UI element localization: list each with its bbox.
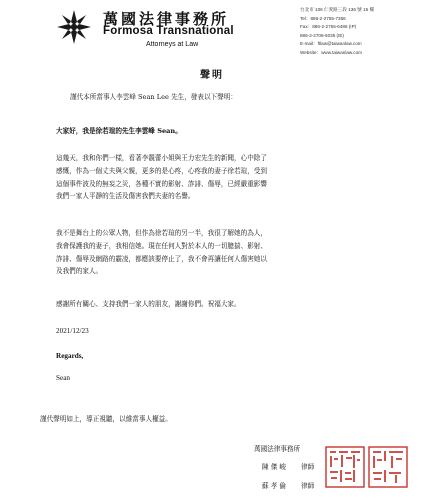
paragraph-2-line: 我不是舞台上的公眾人物，但作為徐若瑄的另一半，我很了解她的為人， [56, 229, 267, 237]
lawyer-1-title: 律師 [301, 463, 315, 471]
paragraph-1-line: 這個事件波及的無妄之災，各種不實的影射、詐誹、傷辱，已經嚴重影響 [56, 179, 267, 188]
paragraph-1-line: 這幾天，我和你們一樣，看著李靚蕾小姐與王力宏先生的新聞，心中除了 [56, 154, 267, 162]
signature-firm: 萬國法律事務所 [254, 445, 301, 453]
lawyer-1-name: 陳 傑 峻 [262, 463, 286, 471]
contact-fax-ip: Fax：886-2-2755-6486 (IP) [300, 24, 357, 30]
document-title: 聲明 [200, 70, 224, 81]
paragraph-2 [56, 227, 267, 278]
lawyer-seals [325, 445, 409, 489]
firm-logo [56, 9, 92, 45]
lawyer-2-name: 蘇 孝 倫 [262, 482, 286, 490]
paragraph-1-line: 我們一家人平靜的生活及傷害我們夫妻的名譽。 [56, 192, 195, 201]
contact-email: E-mail：ftlaw@taiwanlaw.com [300, 41, 362, 47]
intro-line: 謹代本所當事人李雲峰 Sean Lee 先生，發表以下聲明： [70, 93, 237, 101]
closing-regards: Regards, [56, 352, 84, 360]
paragraph-2-line: 我會保護我的妻子，我相信她。現在任何人對於本人的一切臆揣、影射、 [56, 241, 267, 250]
paragraph-2-line: 及我們的家人。 [56, 267, 103, 276]
thanks-line: 感謝所有關心、支持我們一家人的朋友，謝謝你們。祝福大家。 [56, 300, 241, 308]
contact-tel: Tel：886-2-2755-7366 [300, 15, 346, 21]
contact-website: Website：www.taiwanlaw.com [300, 49, 362, 55]
statement-date: 2021/12/23 [56, 327, 89, 335]
contact-fax-ie: 886-2-2708-6035 (IE) [300, 32, 344, 38]
contact-address: 台北市 106 仁愛路三段 136 號 15 樓 [300, 7, 375, 12]
paragraph-1-line: 感慨，作為一個丈夫與父親，更多的是心疼，心疼我的妻子徐若瑄，受到 [56, 166, 267, 175]
paragraph-1 [56, 152, 267, 203]
contact-info [300, 6, 422, 58]
firm-name-english: Formosa Transnational [103, 25, 234, 37]
lawyer-2-title: 律師 [301, 482, 315, 490]
paragraph-2-line: 詐誹、傷辱及網路的霸凌，都應該要停止了，我不會再讓任何人傷害她以 [56, 254, 267, 263]
firm-subtitle: Attorneys at Law [146, 41, 199, 48]
footer-statement: 謹代聲明如上，導正視聽，以維當事人權益。 [40, 415, 172, 423]
firm-name-chinese: 萬國法律事務所 [103, 10, 230, 28]
signer-name: Sean [56, 374, 70, 382]
greeting-line: 大家好，我是徐若瑄的先生李雲峰 Sean。 [56, 127, 182, 135]
